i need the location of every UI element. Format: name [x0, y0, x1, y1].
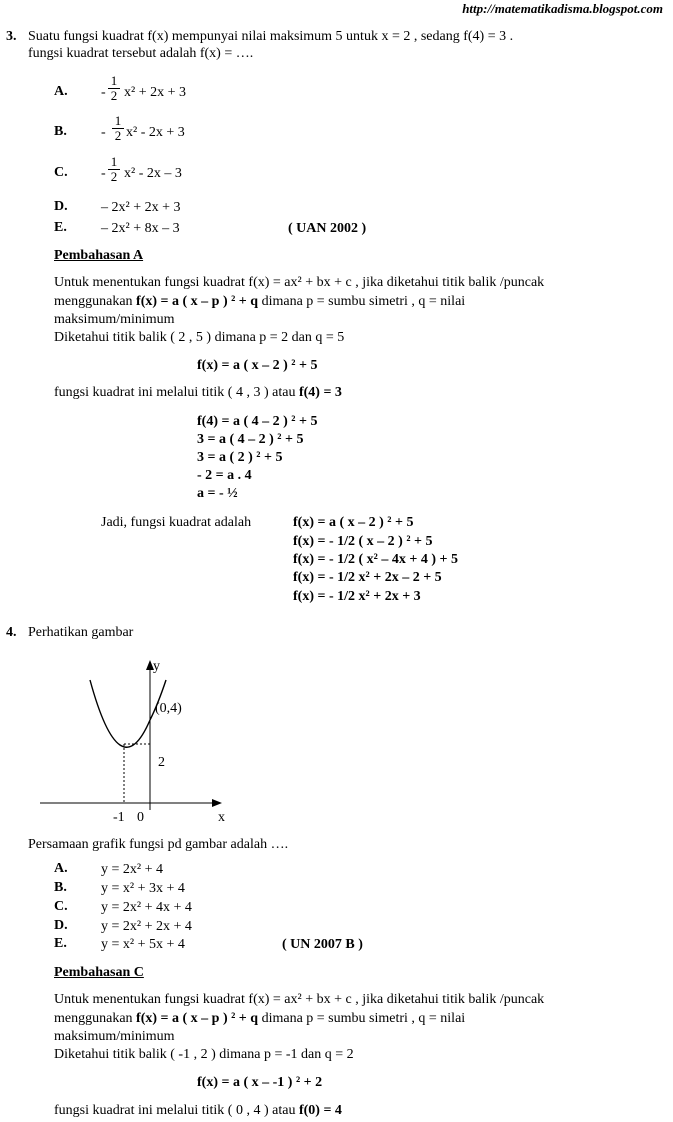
x-tick-neg-one: -1: [113, 810, 125, 825]
x-axis-arrow-icon: [212, 799, 222, 807]
q3-explanation-line3: maksimum/minimum: [54, 312, 175, 327]
y-axis-label: y: [153, 659, 160, 674]
q4-source: ( UN 2007 B ): [282, 937, 363, 952]
x-tick-zero: 0: [137, 810, 144, 825]
x-axis-label: x: [218, 810, 225, 825]
q3-explanation-line4: Diketahui titik balik ( 2 , 5 ) dimana p = 2 dan q = 5: [54, 330, 345, 345]
q4-question: Persamaan grafik fungsi pd gambar adalah ….: [28, 837, 289, 852]
q3-equation-vertex: f(x) = a ( x – 2 ) ² + 5: [197, 358, 318, 373]
q4-intro: Perhatikan gambar: [28, 625, 134, 640]
q4-number: 4.: [6, 625, 17, 640]
header-url[interactable]: http://matematikadisma.blogspot.com: [462, 1, 663, 16]
q3-number: 3.: [6, 29, 17, 44]
point-label: (0,4): [155, 701, 182, 716]
q4-pembahasan-heading: Pembahasan C: [54, 965, 144, 980]
q4-explanation-line5: fungsi kuadrat ini melalui titik ( 0 , 4 ) atau f(0) = 4: [54, 1103, 342, 1118]
q4-explanation-line1: Untuk menentukan fungsi kuadrat f(x) = ax² + bx + c , jika diketahui titik balik /puncak: [54, 992, 545, 1007]
q4-explanation-line4: Diketahui titik balik ( -1 , 2 ) dimana p = -1 dan q = 2: [54, 1047, 354, 1062]
q3-explanation-line1: Untuk menentukan fungsi kuadrat f(x) = ax² + bx + c , jika diketahui titik balik /puncak: [54, 275, 545, 290]
q3-explanation-line2: menggunakan f(x) = a ( x – p ) ² + q dimana p = sumbu simetri , q = nilai: [54, 294, 466, 309]
q3-explanation-line5: fungsi kuadrat ini melalui titik ( 4 , 3 ) atau f(4) = 3: [54, 385, 342, 400]
parabola-graph: [0, 650, 673, 830]
q3-pembahasan-heading: Pembahasan A: [54, 248, 144, 263]
q4-explanation-line3: maksimum/minimum: [54, 1029, 175, 1044]
q4-explanation-line2: menggunakan f(x) = a ( x – p ) ² + q dimana p = sumbu simetri , q = nilai: [54, 1011, 466, 1026]
q3-line2: fungsi kuadrat tersebut adalah f(x) = ….: [28, 46, 254, 61]
q3-line1: Suatu fungsi kuadrat f(x) mempunyai nilai maksimum 5 untuk x = 2 , sedang f(4) = 3 .: [28, 29, 514, 44]
q4-equation-vertex: f(x) = a ( x – -1 ) ² + 2: [197, 1075, 323, 1090]
q3-source: ( UAN 2002 ): [288, 221, 367, 236]
q3-conclusion-label: Jadi, fungsi kuadrat adalah: [101, 515, 252, 530]
minimum-value-label: 2: [158, 755, 165, 770]
